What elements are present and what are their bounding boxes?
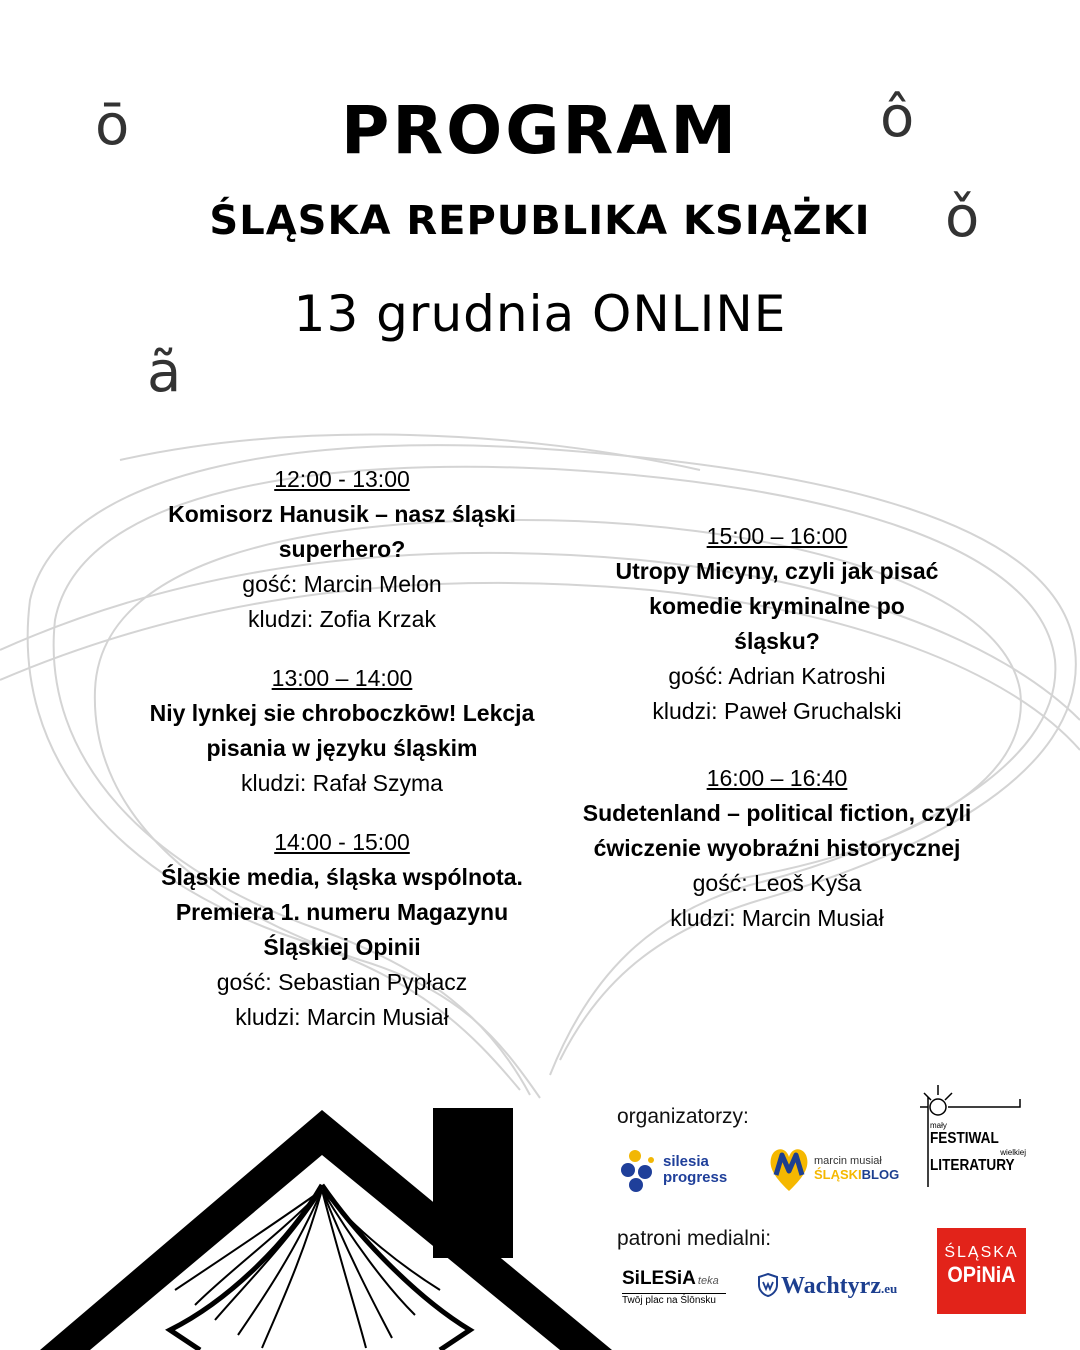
- festival-small-1: mały: [930, 1121, 947, 1130]
- silesiateka-suffix: teka: [697, 1275, 719, 1287]
- page-subtitle: ŚLĄSKA REPUBLIKA KSIĄŻKI: [209, 198, 871, 244]
- slot-time: 16:00 – 16:40: [706, 765, 848, 791]
- shield-icon: [758, 1273, 778, 1297]
- wachtyrz-name: Wachtyrz: [781, 1273, 881, 1299]
- wachtyrz-suffix: .eu: [880, 1281, 898, 1296]
- slot-host: kludzi: Marcin Musiał: [235, 1004, 449, 1030]
- slot-time: 13:00 – 14:00: [271, 665, 413, 691]
- slot-host: kludzi: Zofia Krzak: [248, 606, 436, 632]
- slot-time: 14:00 - 15:00: [274, 829, 410, 855]
- slot-title: Niy lynkej sie chroboczkōw! Lekcja pisania w języku śląskim: [149, 700, 535, 761]
- silesiateka-name: SiLESiA: [622, 1268, 696, 1289]
- patrons-label: patroni medialni:: [617, 1227, 772, 1250]
- silesia-progress-logo: [619, 1148, 744, 1198]
- roof: [40, 1110, 612, 1350]
- slaska-opinia-logo: [937, 1228, 1026, 1314]
- slot-guest: gość: Sebastian Pypłacz: [216, 969, 468, 995]
- slot-title: Utropy Micyny, czyli jak pisać komedie kryminalne po śląsku?: [615, 558, 939, 654]
- opinia-line2: OPiNiA: [947, 1262, 1016, 1287]
- silesia-progress-icon: [619, 1148, 659, 1194]
- blog-name-part1: ŚLĄSKI: [814, 1167, 862, 1182]
- wachtyrz-logo: [758, 1271, 918, 1305]
- organizers-label: organizatorzy:: [617, 1105, 749, 1128]
- schedule-slot: [575, 761, 979, 936]
- slot-host: kludzi: Marcin Musiał: [670, 905, 884, 931]
- silesiateka-tagline: Twōj plac na Ślōnsku: [622, 1295, 716, 1306]
- festival-logo: [908, 1083, 1028, 1193]
- slaski-blog-logo: [768, 1145, 900, 1197]
- blog-author: marcin musiał: [814, 1155, 882, 1167]
- slot-time: 12:00 - 13:00: [274, 466, 410, 492]
- slot-guest: gość: Marcin Melon: [242, 571, 442, 597]
- schedule-right-column: [575, 519, 979, 960]
- schedule-slot: [120, 462, 564, 637]
- schedule-slot: [120, 825, 564, 1035]
- heart-icon: [768, 1145, 810, 1193]
- slot-guest: gość: Adrian Katroshi: [668, 663, 886, 689]
- silesia-progress-line1: silesia: [663, 1153, 709, 1170]
- festival-big-2: LITERATURY: [930, 1157, 1015, 1174]
- event-date: 13 grudnia ONLINE: [293, 285, 787, 343]
- opinia-line1: ŚLĄSKA: [944, 1244, 1019, 1261]
- slot-title: Komisorz Hanusik – nasz śląski superhero?: [168, 501, 516, 562]
- silesia-progress-line2: progress: [663, 1169, 728, 1186]
- slot-time: 15:00 – 16:00: [706, 523, 848, 549]
- slot-title: Śląskie media, śląska wspólnota. Premiera 1. numeru Magazynu Śląskiej Opinii: [161, 864, 523, 960]
- schedule-left-column: [120, 462, 564, 1059]
- decorative-letter-a-tilde: ã: [147, 340, 182, 405]
- blog-name-part2: BLOG: [861, 1167, 900, 1182]
- festival-big-1: FESTIWAL: [930, 1130, 999, 1147]
- silesiateka-logo: [622, 1268, 742, 1312]
- page-title: PROGRAM: [340, 92, 740, 169]
- slot-title: Sudetenland – political fiction, czyli ćwiczenie wyobraźni historycznej: [582, 800, 972, 861]
- decorative-letter-o-macron: ō: [95, 93, 130, 158]
- festival-small-2: wielkiej: [1000, 1148, 1026, 1157]
- schedule-slot: [575, 519, 979, 729]
- schedule-slot: [120, 661, 564, 801]
- decorative-letter-o-circumflex: ô: [880, 85, 915, 150]
- slot-host: kludzi: Rafał Szyma: [241, 770, 443, 796]
- slot-guest: gość: Leoš Kyša: [692, 870, 862, 896]
- house-book-illustration: [0, 1090, 620, 1350]
- slot-host: kludzi: Paweł Gruchalski: [652, 698, 902, 724]
- decorative-letter-o-caron: ǒ: [945, 185, 980, 250]
